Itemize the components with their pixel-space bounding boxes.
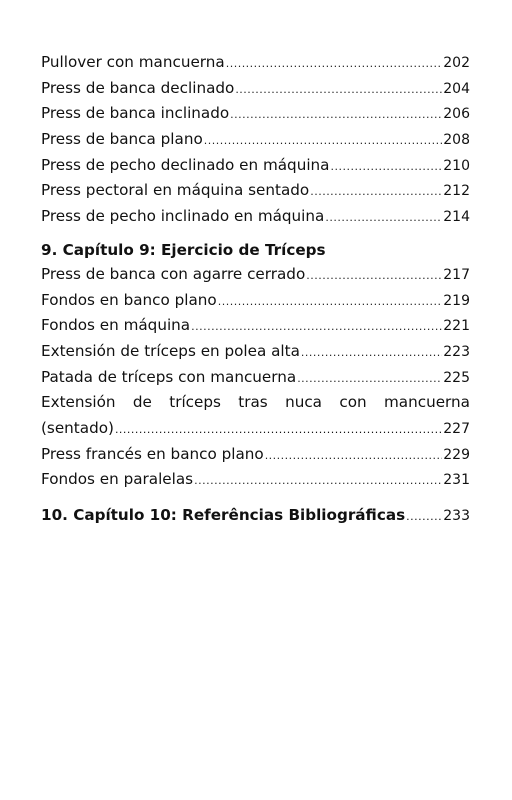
title-word: tras [238,393,268,412]
dot-leader [204,128,443,154]
toc-entry[interactable] [41,178,470,204]
dot-leader [310,179,442,205]
dot-leader [265,443,443,469]
dot-leader [230,102,442,128]
toc-entry[interactable] [41,467,470,493]
title-word: tríceps [169,393,221,412]
toc-entry-page: 204 [443,80,470,97]
toc-entry-title: Patada de tríceps con mancuerna [41,367,297,386]
toc-entry-title: Pullover con mancuerna [41,53,225,71]
toc-entry[interactable] [41,313,470,339]
toc-entry-title: Fondos en máquina [41,316,191,335]
toc-entry-title: Fondos en banco plano [41,290,217,309]
dot-leader [330,154,442,180]
dot-leader [191,314,442,340]
toc-entry[interactable] [41,153,470,179]
dot-leader [235,77,442,103]
dot-leader [115,417,442,443]
chapter-heading-10[interactable] [41,503,470,527]
toc-entry-title: Press de pecho inclinado en máquina [41,207,325,226]
table-of-contents [41,50,470,527]
dot-leader [226,51,443,77]
toc-entry[interactable] [41,101,470,127]
toc-entry-wrapped[interactable] [41,390,470,441]
toc-entry-page: 231 [443,472,470,489]
toc-entry-title: Press pectoral en máquina sentado [41,181,310,200]
dot-leader [306,263,442,289]
toc-entry-title: Press de banca inclinado [41,104,230,123]
toc-entry-page: 217 [443,266,470,283]
dot-leader [194,468,442,494]
toc-entry-title-line2 [41,416,470,442]
toc-entry[interactable] [41,76,470,102]
toc-entry-title: (sentado) [41,418,114,437]
toc-entry-page: 225 [443,369,470,386]
toc-entry[interactable] [41,262,470,288]
toc-group-triceps [41,262,470,493]
toc-entry-page: 206 [443,106,470,123]
toc-entry-page: 210 [443,157,470,174]
toc-entry-title-line1 [41,390,470,416]
toc-entry-page: 212 [443,183,470,200]
dot-leader [297,366,442,392]
toc-entry-page: 202 [443,55,470,71]
toc-entry[interactable] [41,442,470,468]
toc-entry[interactable] [41,50,470,76]
title-word: mancuerna [384,393,470,412]
dot-leader [218,289,443,315]
toc-entry-page: 227 [443,420,470,437]
dot-leader [406,505,442,529]
title-word: de [132,393,152,412]
title-word: Extensión [41,393,116,412]
toc-entry-title: Extensión de tríceps en polea alta [41,341,300,360]
chapter-title: 10. Capítulo 10: Referências Bibliográficas [41,506,406,524]
title-word: nuca [285,393,322,412]
toc-entry[interactable] [41,127,470,153]
dot-leader [301,340,442,366]
toc-entry-title: Press de banca con agarre cerrado [41,264,306,283]
chapter-heading-9[interactable]: 9. Capítulo 9: Ejercicio de Tríceps [41,240,326,259]
toc-entry[interactable] [41,288,470,314]
toc-entry-page: 229 [443,446,470,463]
toc-entry-title: Press francés en banco plano [41,444,264,463]
toc-entry-page: 221 [443,318,470,335]
toc-entry-page: 219 [443,292,470,309]
chapter-page: 233 [443,508,470,524]
title-word: con [339,393,367,412]
toc-entry[interactable] [41,339,470,365]
toc-entry-page: 223 [443,343,470,360]
toc-entry-title: Press de banca plano [41,130,203,149]
toc-entry-title: Fondos en paralelas [41,470,194,489]
toc-entry-title: Press de pecho declinado en máquina [41,155,330,174]
toc-group-chest [41,50,470,230]
dot-leader [325,205,442,231]
toc-entry[interactable] [41,204,470,230]
toc-entry-page: 208 [443,132,470,149]
toc-entry[interactable] [41,365,470,391]
toc-entry-title: Press de banca declinado [41,78,235,97]
toc-entry-page: 214 [443,209,470,226]
